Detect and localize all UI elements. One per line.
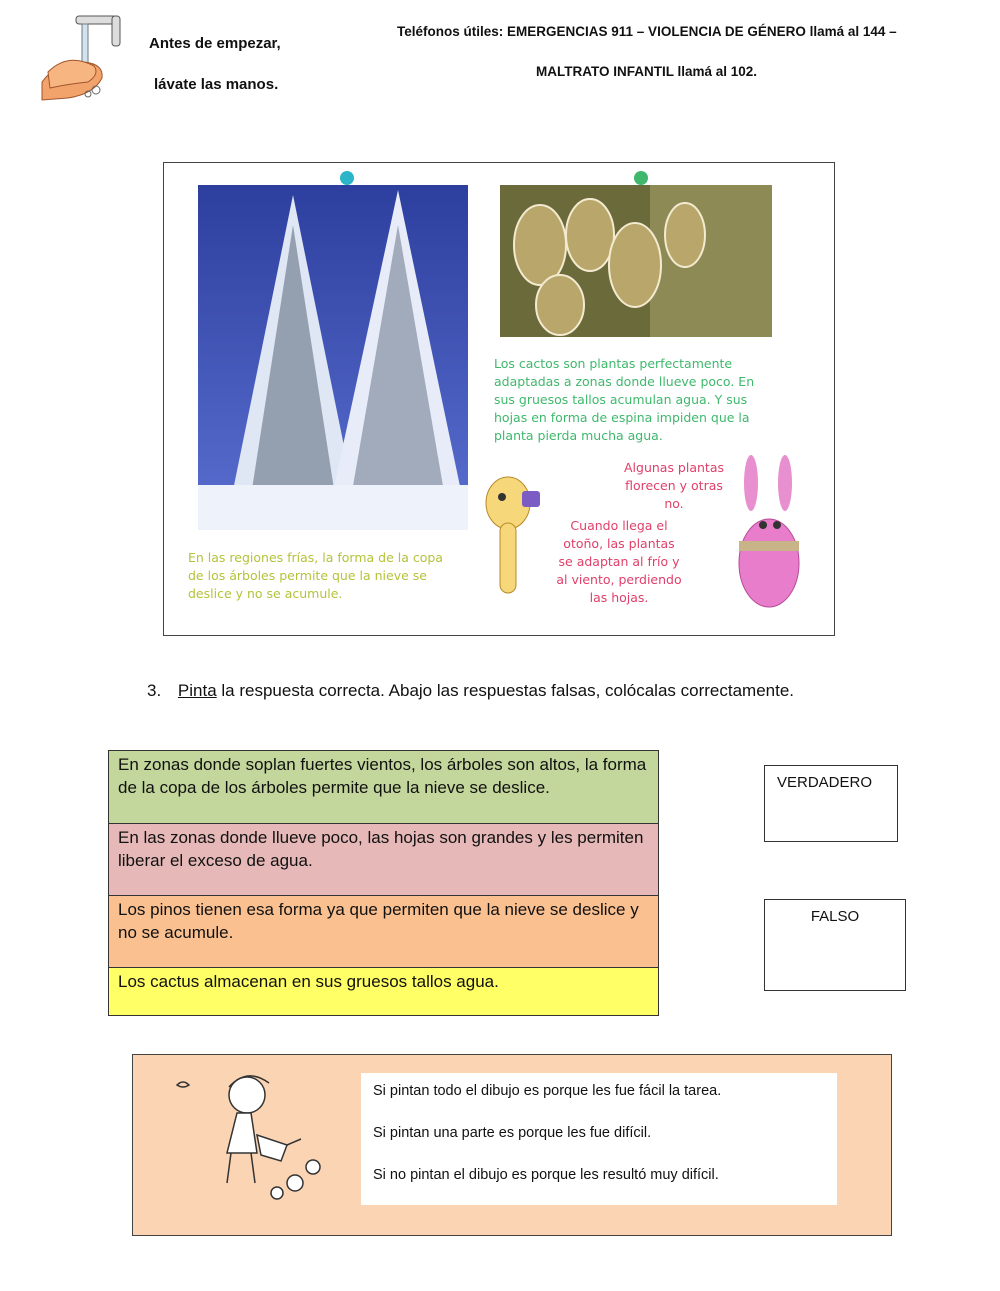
yellow-cartoon-character xyxy=(474,463,554,605)
self-evaluation-box xyxy=(132,1054,892,1236)
statement-text: En las zonas donde llueve poco, las hojas son grandes y les permiten liberar el exceso de agua. xyxy=(118,828,644,870)
false-label: FALSO xyxy=(810,908,860,925)
statement-text: Los cactus almacenan en sus gruesos tallos agua. xyxy=(118,972,499,991)
pin-icon xyxy=(634,171,648,185)
statement-row[interactable] xyxy=(108,967,659,1016)
pink-cartoon-character xyxy=(729,455,809,609)
statement-row[interactable] xyxy=(108,895,659,968)
true-drop-box[interactable] xyxy=(764,765,898,842)
textbook-image-panel xyxy=(163,162,835,636)
cactus-caption-line: Los cactos son plantas perfectamente xyxy=(494,356,733,371)
cold-caption-line: En las regiones frías, la forma de la copa xyxy=(188,550,443,565)
self-eval-line-2: Si pintan una parte es porque les fue difícil. xyxy=(373,1125,652,1141)
speech-bubble-autumn xyxy=(554,517,684,607)
bubble-line: al viento, perdiendo xyxy=(556,572,682,587)
phones-line-1: Teléfonos útiles: EMERGENCIAS 911 – VIOLENCIA DE GÉNERO llamá al 144 – xyxy=(397,24,897,39)
instruction-line-2: lávate las manos. xyxy=(154,76,279,93)
bubble-line: Algunas plantas xyxy=(623,460,724,475)
cactus-photo xyxy=(500,185,772,337)
cold-caption-line: de los árboles permite que la nieve se xyxy=(188,568,427,583)
statement-text: En zonas donde soplan fuertes vientos, los árboles son altos, la forma de la copa de los árboles permite que la nieve se deslice. xyxy=(118,755,647,797)
question-text: la respuesta correcta. Abajo las respuestas falsas, colócalas correctamente. xyxy=(216,681,795,700)
question-keyword: Pinta xyxy=(177,681,217,700)
cold-caption-line: deslice y no se acumule. xyxy=(188,586,343,601)
cactus-caption-line: adaptadas a zonas donde llueve poco. En xyxy=(494,374,755,389)
self-evaluation-text-box xyxy=(361,1073,837,1205)
false-drop-box[interactable] xyxy=(764,899,906,991)
bubble-line: otoño, las plantas xyxy=(563,536,675,551)
true-label: VERDADERO xyxy=(777,774,873,791)
cold-regions-caption xyxy=(188,549,443,603)
snowy-pine-photo xyxy=(198,185,468,530)
instruction-line-1: Antes de empezar, xyxy=(149,35,281,52)
bubble-line: las hojas. xyxy=(589,590,649,605)
bubble-line: florecen y otras no. xyxy=(625,478,723,511)
question-instruction xyxy=(147,681,794,701)
phones-line-2: MALTRATO INFANTIL llamá al 102. xyxy=(536,64,758,79)
cactus-caption-line: sus gruesos tallos acumulan agua. Y sus xyxy=(494,392,748,407)
cactus-caption-line: hojas en forma de espina impiden que la xyxy=(494,410,750,425)
handwashing-illustration xyxy=(38,12,126,102)
girl-watering-flowers-illustration xyxy=(167,1065,327,1215)
question-number: 3. xyxy=(147,681,162,700)
cactus-caption-line: planta pierda mucha agua. xyxy=(494,428,663,443)
cactus-caption xyxy=(494,355,754,445)
speech-bubble-flowering xyxy=(614,459,734,513)
bubble-line: se adaptan al frío y xyxy=(558,554,680,569)
bubble-line: Cuando llega el xyxy=(570,518,668,533)
pin-icon xyxy=(340,171,354,185)
self-eval-line-3: Si no pintan el dibujo es porque les resultó muy difícil. xyxy=(373,1167,719,1183)
statement-row[interactable] xyxy=(108,750,659,824)
statement-row[interactable] xyxy=(108,823,659,896)
self-eval-line-1: Si pintan todo el dibujo es porque les fue fácil la tarea. xyxy=(373,1083,722,1099)
statement-text: Los pinos tienen esa forma ya que permiten que la nieve se deslice y no se acumule. xyxy=(118,900,639,942)
